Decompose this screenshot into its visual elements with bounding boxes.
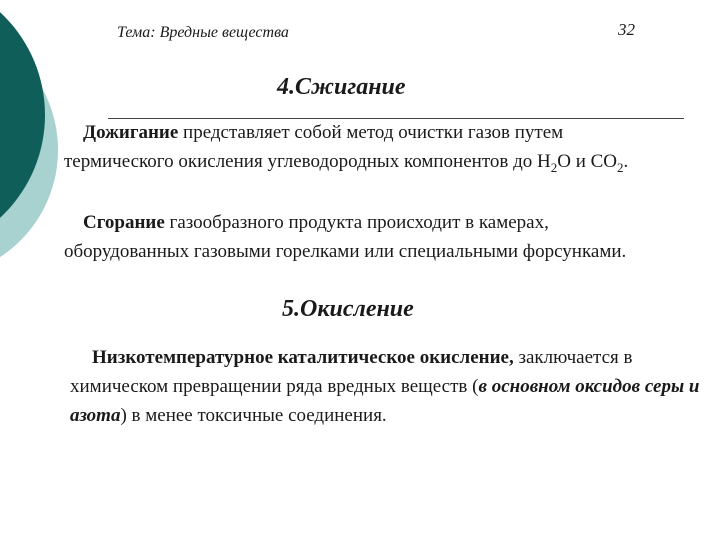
paragraph-oxidation (70, 343, 710, 430)
paragraph-text: газообразного продукта происходит в камерах, оборудованных газовыми горелками или специальными форсунками. (64, 212, 627, 262)
slide-number: 32 (618, 20, 635, 39)
slide-topic: Тема: Вредные вещества (117, 24, 289, 41)
emphasis-oxides: в основном оксидов серы и азота (70, 376, 700, 426)
paragraph-combustion (64, 208, 664, 266)
paragraph-text: ) в менее токсичные соединения. (120, 405, 387, 426)
paragraph-text: О и СО (557, 151, 618, 172)
term-catalytic-oxidation: Низкотемпературное каталитическое окисление, (92, 347, 514, 368)
subscript: 2 (550, 159, 558, 175)
term-afterburning: Дожигание (83, 122, 179, 143)
paragraph-text: заключается в химическом превращении ряда вредных веществ ( (70, 347, 633, 397)
subscript: 2 (617, 159, 624, 175)
paragraph-text: . (623, 151, 629, 172)
section-title-oxidation: 5.Окисление (282, 296, 414, 322)
paragraph-text: представляет собой метод очистки газов путем термического окисления углеводородных компонентов до Н (64, 122, 564, 172)
paragraph-afterburning (64, 118, 664, 176)
section-title-burning: 4.Сжигание (277, 74, 406, 100)
term-combustion: Сгорание (83, 212, 165, 233)
